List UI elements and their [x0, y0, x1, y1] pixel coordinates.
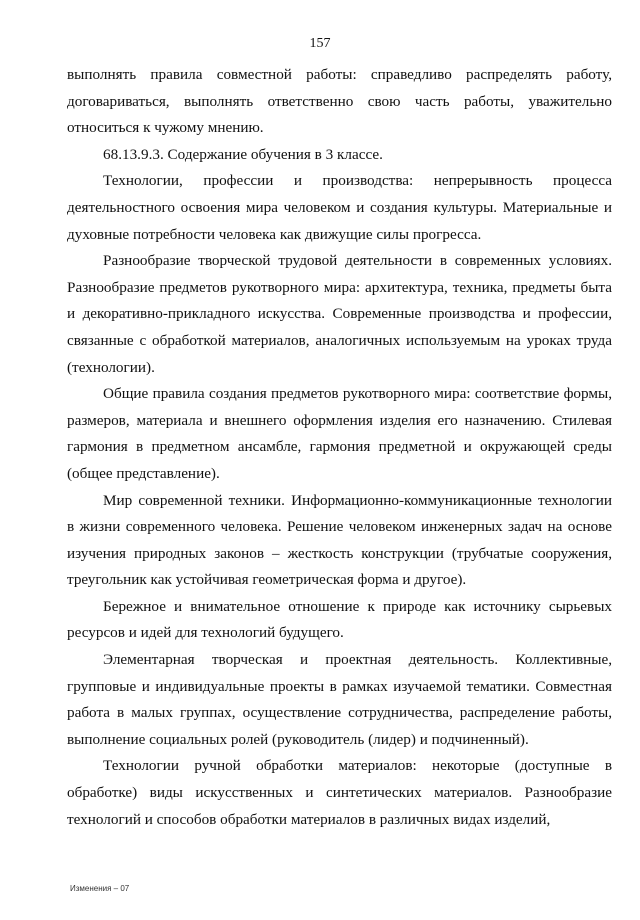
- section-heading: 68.13.9.3. Содержание обучения в 3 классе.: [103, 145, 383, 163]
- paragraph: Разнообразие творческой трудовой деятельности в современных условиях. Разнообразие предметов рукотворного мира: архитектура, техника, предметы быта и декоративно-прикладного искусства. Современные производства и профессии, связанные с обработкой материалов, аналогичных используемым на уроках труда (технологии).: [67, 252, 612, 376]
- footer-revision-note: Изменения – 07: [70, 884, 130, 893]
- page-number: 157: [309, 36, 331, 51]
- paragraph: Элементарная творческая и проектная деятельность. Коллективные, групповые и индивидуальные проекты в рамках изучаемой тематики. Совместная работа в малых группах, осуществление сотрудничества, распределение работы, выполнение социальных ролей (руководитель (лидер) и подчиненный).: [67, 651, 612, 748]
- paragraph: Бережное и внимательное отношение к природе как источнику сырьевых ресурсов и идей для технологий будущего.: [67, 597, 612, 642]
- paragraph: Технологии, профессии и производства: непрерывность процесса деятельностного освоения мира человеком и создания культуры. Материальные и духовные потребности человека как движущие силы прогресса.: [67, 172, 612, 243]
- paragraph: Общие правила создания предметов рукотворного мира: соответствие формы, размеров, материала и внешнего оформления изделия его назначению. Стилевая гармония в предметном ансамбле, гармония предметной и окружающей среды (общее представление).: [67, 385, 612, 482]
- body-text: [67, 62, 612, 833]
- paragraph: Технологии ручной обработки материалов: некоторые (доступные в обработке) виды искусственных и синтетических материалов. Разнообразие технологий и способов обработки материалов в различных видах изделий,: [67, 757, 612, 828]
- paragraph-continuation: выполнять правила совместной работы: справедливо распределять работу, договариваться, выполнять ответственно свою часть работы, уважительно относиться к чужому мнению.: [67, 66, 612, 137]
- paragraph: Мир современной техники. Информационно-коммуникационные технологии в жизни современного человека. Решение человеком инженерных задач на основе изучения природных законов – жесткость конструкции (трубчатые сооружения, треугольник как устойчивая геометрическая форма и другое).: [67, 491, 612, 589]
